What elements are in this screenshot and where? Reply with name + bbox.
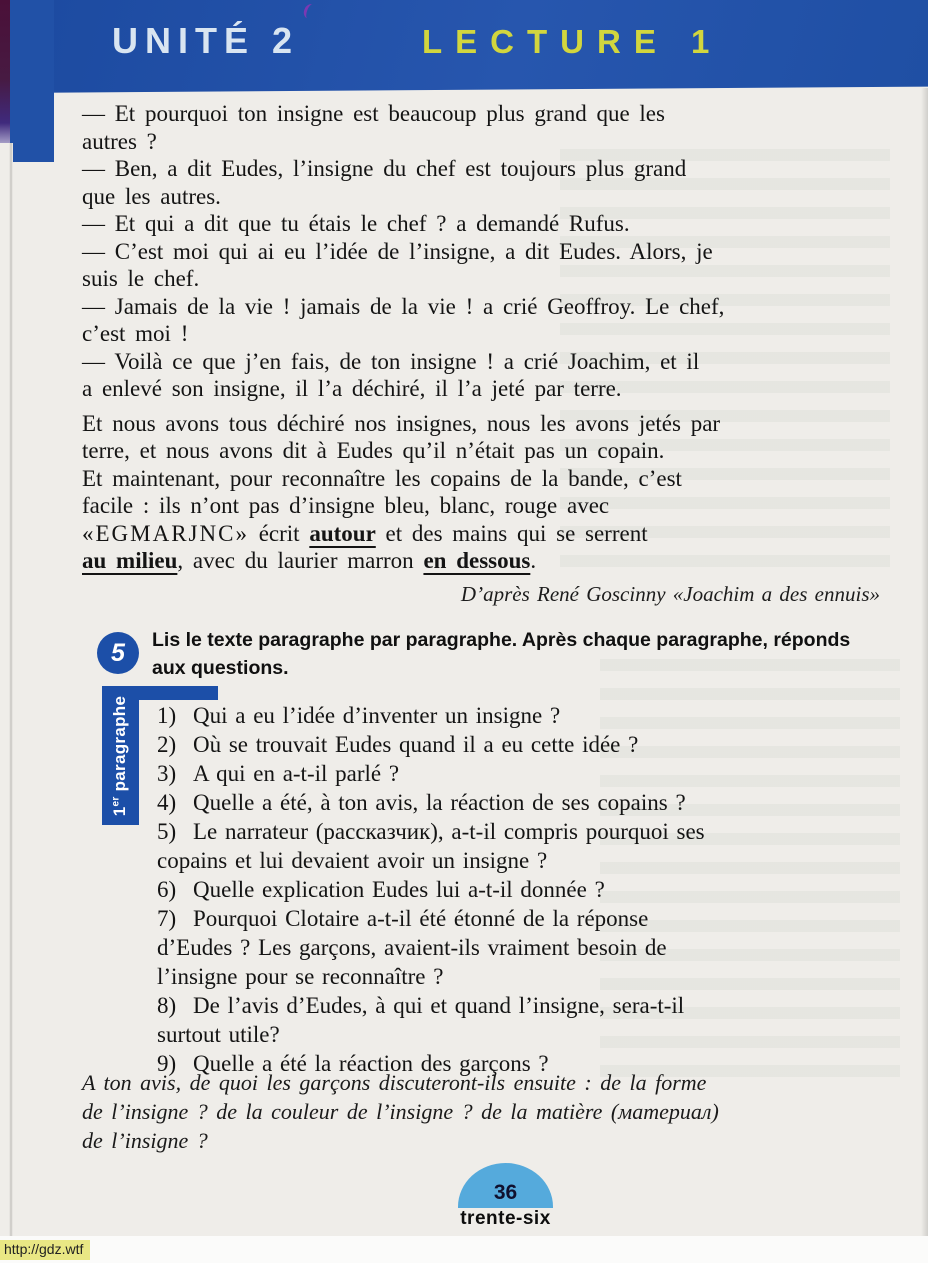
- page-edge-shadow: [921, 88, 928, 1236]
- unit-title: UNITÉ 2: [112, 20, 300, 61]
- story-paragraph: Et nous avons tous déchiré nos insignes, nous les avons jetés par terre, et nous avons dit à Eudes qu’il n’était pas un copain.: [82, 410, 721, 463]
- question-line: 7) Pourquoi Clotaire a-t-il été étonné de la réponse: [157, 906, 649, 931]
- question-line: 4) Quelle a été, à ton avis, la réaction de ses copains ?: [157, 790, 686, 815]
- question-line: l’insigne pour se reconnaître ?: [157, 964, 444, 989]
- exercise-number-badge: [97, 632, 139, 674]
- story-paragraph: — Et qui a dit que tu étais le chef ? a demandé Rufus.: [82, 211, 630, 236]
- page-number-word: trente-six: [460, 1208, 551, 1229]
- question-line: 8) De l’avis d’Eudes, à qui et quand l’insigne, sera-t-il: [157, 993, 685, 1018]
- question-line: 9) Quelle a été la réaction des garçons ?: [157, 1051, 549, 1076]
- discussion-note: A ton avis, de quoi les garçons discuteront-ils ensuite : de la forme de l’insigne ? de la couleur de l’insigne ? de la matière (материал) de l’insigne ?: [82, 1070, 719, 1153]
- page-number: 36: [493, 1181, 518, 1204]
- questions-list: [157, 701, 902, 1078]
- question-line: 1) Qui a eu l’idée d’inventer un insigne ?: [157, 703, 561, 728]
- page-edge-line: [9, 143, 13, 1237]
- page-number-dome: [458, 1163, 553, 1208]
- watermark-url[interactable]: http://gdz.wtf: [0, 1240, 90, 1260]
- story-text: [82, 100, 902, 575]
- exercise-instruction: Lis le texte paragraphe par paragraphe. Après chaque paragraphe, réponds aux questions.: [152, 629, 851, 679]
- story-paragraph: — Voilà ce que j’en fais, de ton insigne ! a crié Joachim, et il a enlevé son insigne, il l’a déchiré, il l’a jeté par terre.: [82, 348, 700, 401]
- question-line: d’Eudes ? Les garçons, avaient-ils vraiment besoin de: [157, 935, 667, 960]
- exercise-number: 5: [111, 638, 125, 667]
- tab-word: paragraphe: [110, 695, 130, 791]
- unit-banner-arm: [10, 0, 54, 162]
- story-paragraph: — Jamais de la vie ! jamais de la vie ! a crié Geoffroy. Le chef, c’est moi !: [82, 293, 725, 346]
- question-line: 5) Le narrateur (рассказчик), a-t-il compris pourquoi ses: [157, 819, 705, 844]
- question-line: 2) Où se trouvait Eudes quand il a eu cette idée ?: [157, 732, 639, 757]
- story-paragraph: Et maintenant, pour reconnaître les copains de la bande, c’est facile : ils n’ont pas d’insigne bleu, blanc, rouge avec «EGMARJNC» écrit autour et des mains qui se serrent au milieu, avec du laurier marron en dessous.: [82, 465, 682, 573]
- attribution: D’après René Goscinny «Joachim a des ennuis»: [460, 582, 880, 606]
- story-paragraph: — Et pourquoi ton insigne est beaucoup plus grand que les autres ?: [82, 101, 665, 154]
- story-paragraph: — C’est moi qui ai eu l’idée de l’insigne, a dit Eudes. Alors, je suis le chef.: [82, 238, 713, 291]
- tab-ordinal-suffix: er: [110, 795, 122, 806]
- paragraph-tab: [102, 686, 139, 825]
- lecture-title: LECTURE 1: [422, 23, 723, 60]
- question-line: copains et lui devaient avoir un insigne ?: [157, 848, 548, 873]
- scan-bottom-strip: [0, 1236, 928, 1263]
- question-line: 3) A qui en a-t-il parlé ?: [157, 761, 400, 786]
- tab-number: 1: [110, 805, 130, 816]
- paragraph-tab-label: [111, 695, 131, 815]
- question-line: surtout utile?: [157, 1022, 280, 1047]
- question-line: 6) Quelle explication Eudes lui a-t-il donnée ?: [157, 877, 605, 902]
- story-paragraph: — Ben, a dit Eudes, l’insigne du chef est toujours plus grand que les autres.: [82, 156, 687, 209]
- spine-accent-strip: [0, 0, 10, 143]
